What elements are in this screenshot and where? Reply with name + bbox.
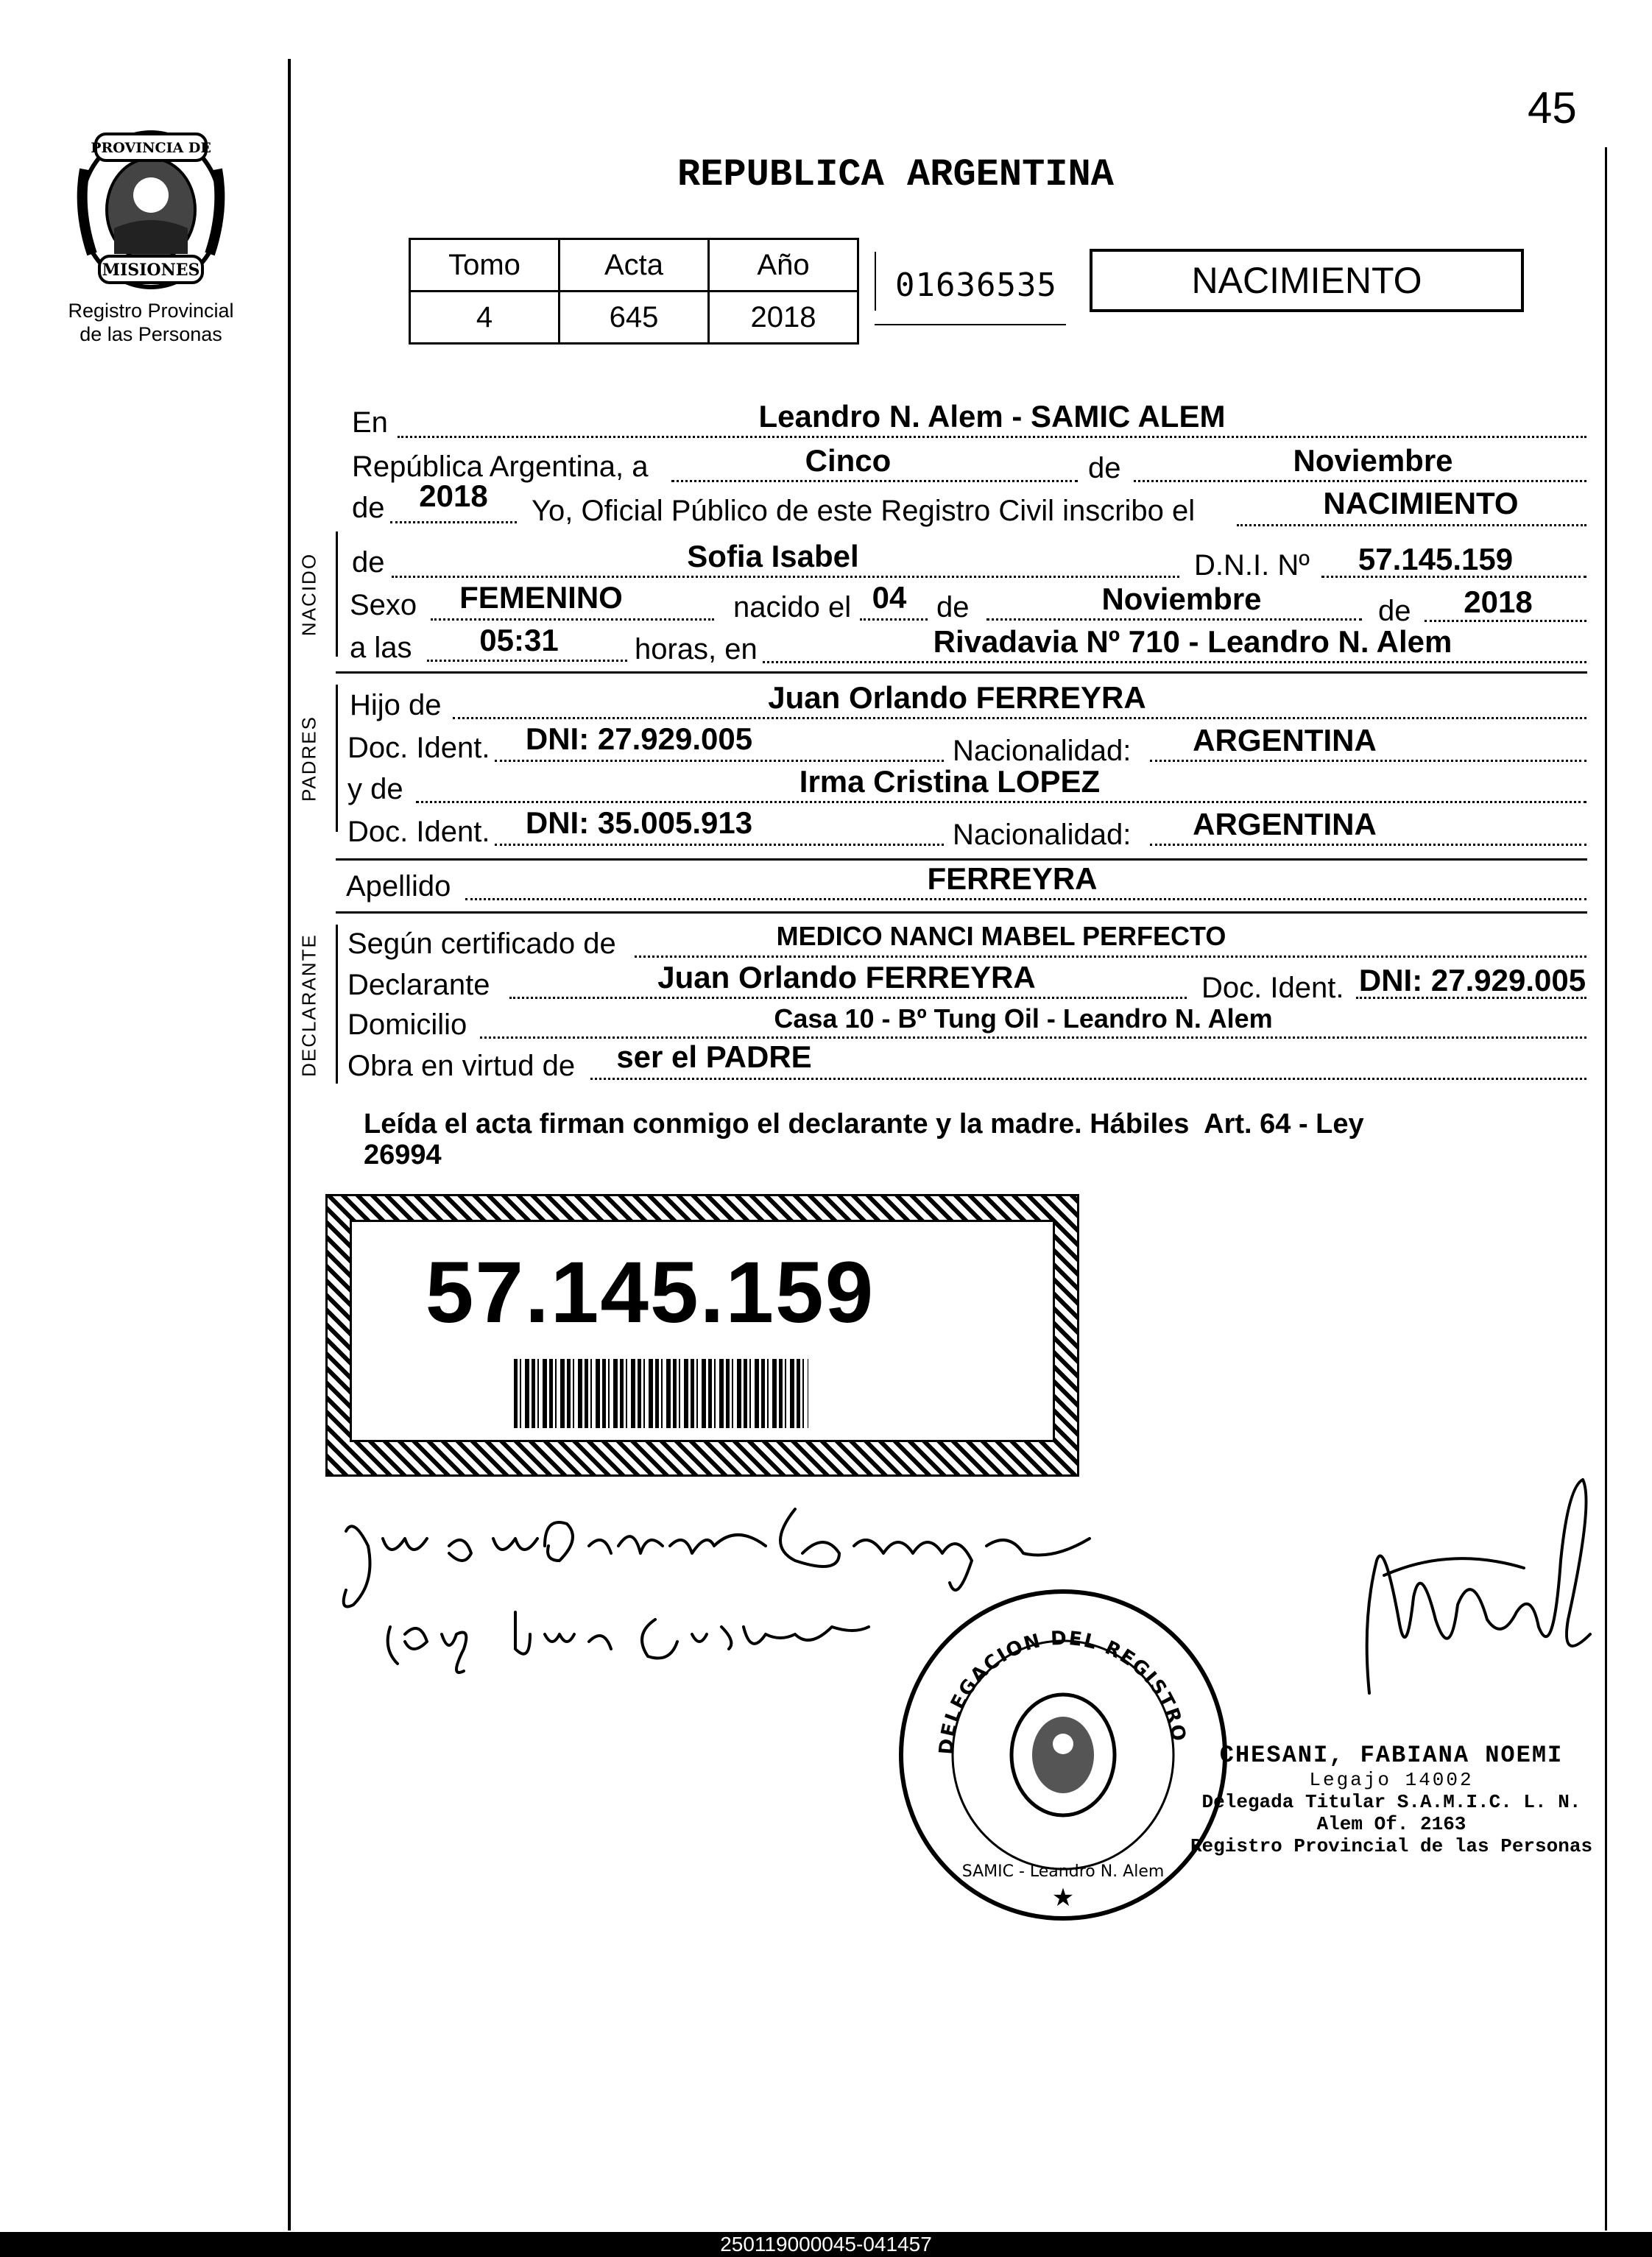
de-label-birth-2: de xyxy=(1378,595,1411,627)
tomo-header: Tomo xyxy=(410,239,560,292)
official-office: Registro Provincial de las Personas xyxy=(1190,1835,1593,1857)
closing-text-line2: 26994 xyxy=(364,1140,442,1170)
separator-3 xyxy=(336,911,1587,914)
mother-doc-value: DNI: 35.005.913 xyxy=(525,805,753,840)
mother-dots xyxy=(416,801,1586,803)
nacido-bracket xyxy=(336,531,338,657)
sexo-dots xyxy=(431,618,714,621)
de-label-2: de xyxy=(352,492,385,524)
mother-nat-dots xyxy=(1150,844,1586,846)
doc-ident-label-2: Doc. Ident. xyxy=(347,816,490,848)
serial-number: 01636535 xyxy=(895,266,1057,304)
declarante-doc-value: DNI: 27.929.005 xyxy=(1358,963,1586,997)
dni-value: 57.145.159 xyxy=(1358,542,1514,576)
father-doc-dots xyxy=(495,760,944,762)
father-nat-value: ARGENTINA xyxy=(1193,723,1377,757)
year-dots xyxy=(390,521,517,523)
nacido-label: NACIDO xyxy=(297,552,320,637)
obra-label: Obra en virtud de xyxy=(347,1050,576,1082)
logo-caption-line2: de las Personas xyxy=(80,323,222,345)
month-dots xyxy=(1134,480,1586,482)
mother-doc-dots xyxy=(495,844,944,846)
y-de-label: y de xyxy=(347,773,403,805)
father-dots xyxy=(453,717,1586,719)
official-legajo: Legajo 14002 xyxy=(1309,1769,1474,1791)
horas-en-label: horas, en xyxy=(635,633,758,665)
ano-value: 2018 xyxy=(709,292,858,344)
acta-value: 645 xyxy=(560,292,709,344)
separator-1 xyxy=(336,671,1587,674)
a-las-label: a las xyxy=(350,632,412,664)
inscribo-value: NACIMIENTO xyxy=(1323,486,1519,520)
declarante-label: DECLARANTE xyxy=(297,933,320,1077)
inscribo-dots xyxy=(1237,524,1586,526)
time-value: 05:31 xyxy=(479,623,559,657)
logo-text-bottom: MISIONES xyxy=(102,261,200,280)
closing-text xyxy=(364,1109,1364,1170)
separator-2 xyxy=(336,858,1587,861)
birth-day-dots xyxy=(860,618,928,621)
birth-day-value: 04 xyxy=(872,580,907,615)
day-dots xyxy=(671,480,1078,482)
month-value: Noviembre xyxy=(1293,443,1453,478)
apellido-label: Apellido xyxy=(346,870,451,903)
yo-text: Yo, Oficial Público de este Registro Civil inscribo el xyxy=(532,495,1196,527)
year-value: 2018 xyxy=(419,478,488,513)
seal-inner-text: SAMIC - Leandro N. Alem xyxy=(961,1862,1165,1881)
footer-bar xyxy=(0,2232,1652,2257)
nacido-el-label: nacido el xyxy=(733,591,852,624)
obra-value: ser el PADRE xyxy=(616,1039,812,1074)
dni-sticker-panel xyxy=(350,1220,1055,1442)
footer-code: 250119000045-041457 xyxy=(720,2233,932,2256)
acta-header: Acta xyxy=(560,239,709,292)
domicilio-value: Casa 10 - Bº Tung Oil - Leandro N. Alem xyxy=(774,1003,1273,1034)
official-title: Delegada Titular S.A.M.I.C. L. N. Alem Of. 2163 xyxy=(1201,1791,1581,1835)
sexo-value: FEMENINO xyxy=(459,580,623,615)
father-nat-dots xyxy=(1150,760,1586,762)
de-label-name: de xyxy=(352,546,385,579)
logo-caption xyxy=(44,299,258,346)
de-label-birth-1: de xyxy=(936,591,970,624)
declarante-label-field: Declarante xyxy=(347,969,490,1001)
act-type-box xyxy=(1090,249,1524,312)
declarante-value: Juan Orlando FERREYRA xyxy=(657,960,1036,995)
dni-sticker xyxy=(325,1194,1079,1477)
seal-star-icon: ★ xyxy=(1051,1884,1075,1912)
birth-year-value: 2018 xyxy=(1464,584,1533,619)
father-doc-value: DNI: 27.929.005 xyxy=(525,721,753,756)
father-value: Juan Orlando FERREYRA xyxy=(768,680,1146,715)
declarante-doc-label: Doc. Ident. xyxy=(1201,972,1344,1004)
place-dots xyxy=(763,661,1586,663)
place-value: Rivadavia Nº 710 - Leandro N. Alem xyxy=(933,624,1452,659)
seal-outer-text: DELEGACION DEL REGISTRO xyxy=(935,1627,1190,1756)
domicilio-dots xyxy=(480,1036,1586,1039)
official-name: CHESANI, FABIANA NOEMI xyxy=(1219,1742,1564,1769)
padres-bracket xyxy=(336,685,338,832)
birth-month-value: Noviembre xyxy=(1101,582,1262,616)
mother-value: Irma Cristina LOPEZ xyxy=(799,764,1101,799)
logo-caption-line1: Registro Provincial xyxy=(68,300,234,322)
declarante-dots xyxy=(509,997,1187,999)
declarante-bracket xyxy=(336,925,338,1084)
coat-of-arms-icon xyxy=(70,125,232,294)
serial-stamp xyxy=(875,252,1066,325)
apellido-value: FERREYRA xyxy=(927,861,1098,896)
nacionalidad-label-1: Nacionalidad: xyxy=(953,735,1132,767)
name-value: Sofia Isabel xyxy=(687,539,859,573)
nacionalidad-label-2: Nacionalidad: xyxy=(953,819,1132,851)
page-title: REPUBLICA ARGENTINA xyxy=(677,153,1114,197)
birth-year-dots xyxy=(1425,620,1586,622)
logo-text-top: PROVINCIA DE xyxy=(91,140,211,156)
ano-header: Año xyxy=(709,239,858,292)
tomo-value: 4 xyxy=(410,292,560,344)
sexo-label: Sexo xyxy=(350,589,417,621)
certificado-value: MEDICO NANCI MABEL PERFECTO xyxy=(776,921,1226,951)
republica-label: República Argentina, a xyxy=(352,451,649,483)
apellido-dots xyxy=(465,898,1586,900)
en-dots xyxy=(398,436,1586,438)
doc-ident-label-1: Doc. Ident. xyxy=(347,732,490,764)
de-label-1: de xyxy=(1088,452,1121,484)
padres-label: PADRES xyxy=(297,716,320,802)
mother-nat-value: ARGENTINA xyxy=(1193,807,1377,841)
closing-text-line1: Leída el acta firman conmigo el declarante y la madre. Hábiles Art. 64 - Ley xyxy=(364,1109,1364,1140)
obra-dots xyxy=(590,1078,1586,1080)
official-block xyxy=(1178,1742,1605,1857)
segun-label: Según certificado de xyxy=(347,928,616,960)
en-label: En xyxy=(352,406,388,439)
dni-label: D.N.I. Nº xyxy=(1194,549,1310,582)
record-table xyxy=(409,238,859,345)
registro-logo xyxy=(70,125,232,294)
official-signature xyxy=(1340,1472,1605,1723)
birth-month-dots xyxy=(986,618,1362,621)
act-type: NACIMIENTO xyxy=(1191,260,1422,301)
dni-sticker-number: 57.145.159 xyxy=(425,1244,875,1341)
day-value: Cinco xyxy=(805,443,892,478)
dni-barcode xyxy=(514,1359,808,1428)
domicilio-label: Domicilio xyxy=(347,1009,467,1041)
time-dots xyxy=(427,660,627,662)
name-dots xyxy=(392,576,1179,578)
hijo-de-label: Hijo de xyxy=(350,689,442,721)
en-value: Leandro N. Alem - SAMIC ALEM xyxy=(758,399,1226,434)
right-margin-line xyxy=(1605,147,1607,2230)
left-margin-line xyxy=(288,59,291,2230)
page-number: 45 xyxy=(1528,83,1577,133)
certificado-dots xyxy=(635,956,1586,958)
